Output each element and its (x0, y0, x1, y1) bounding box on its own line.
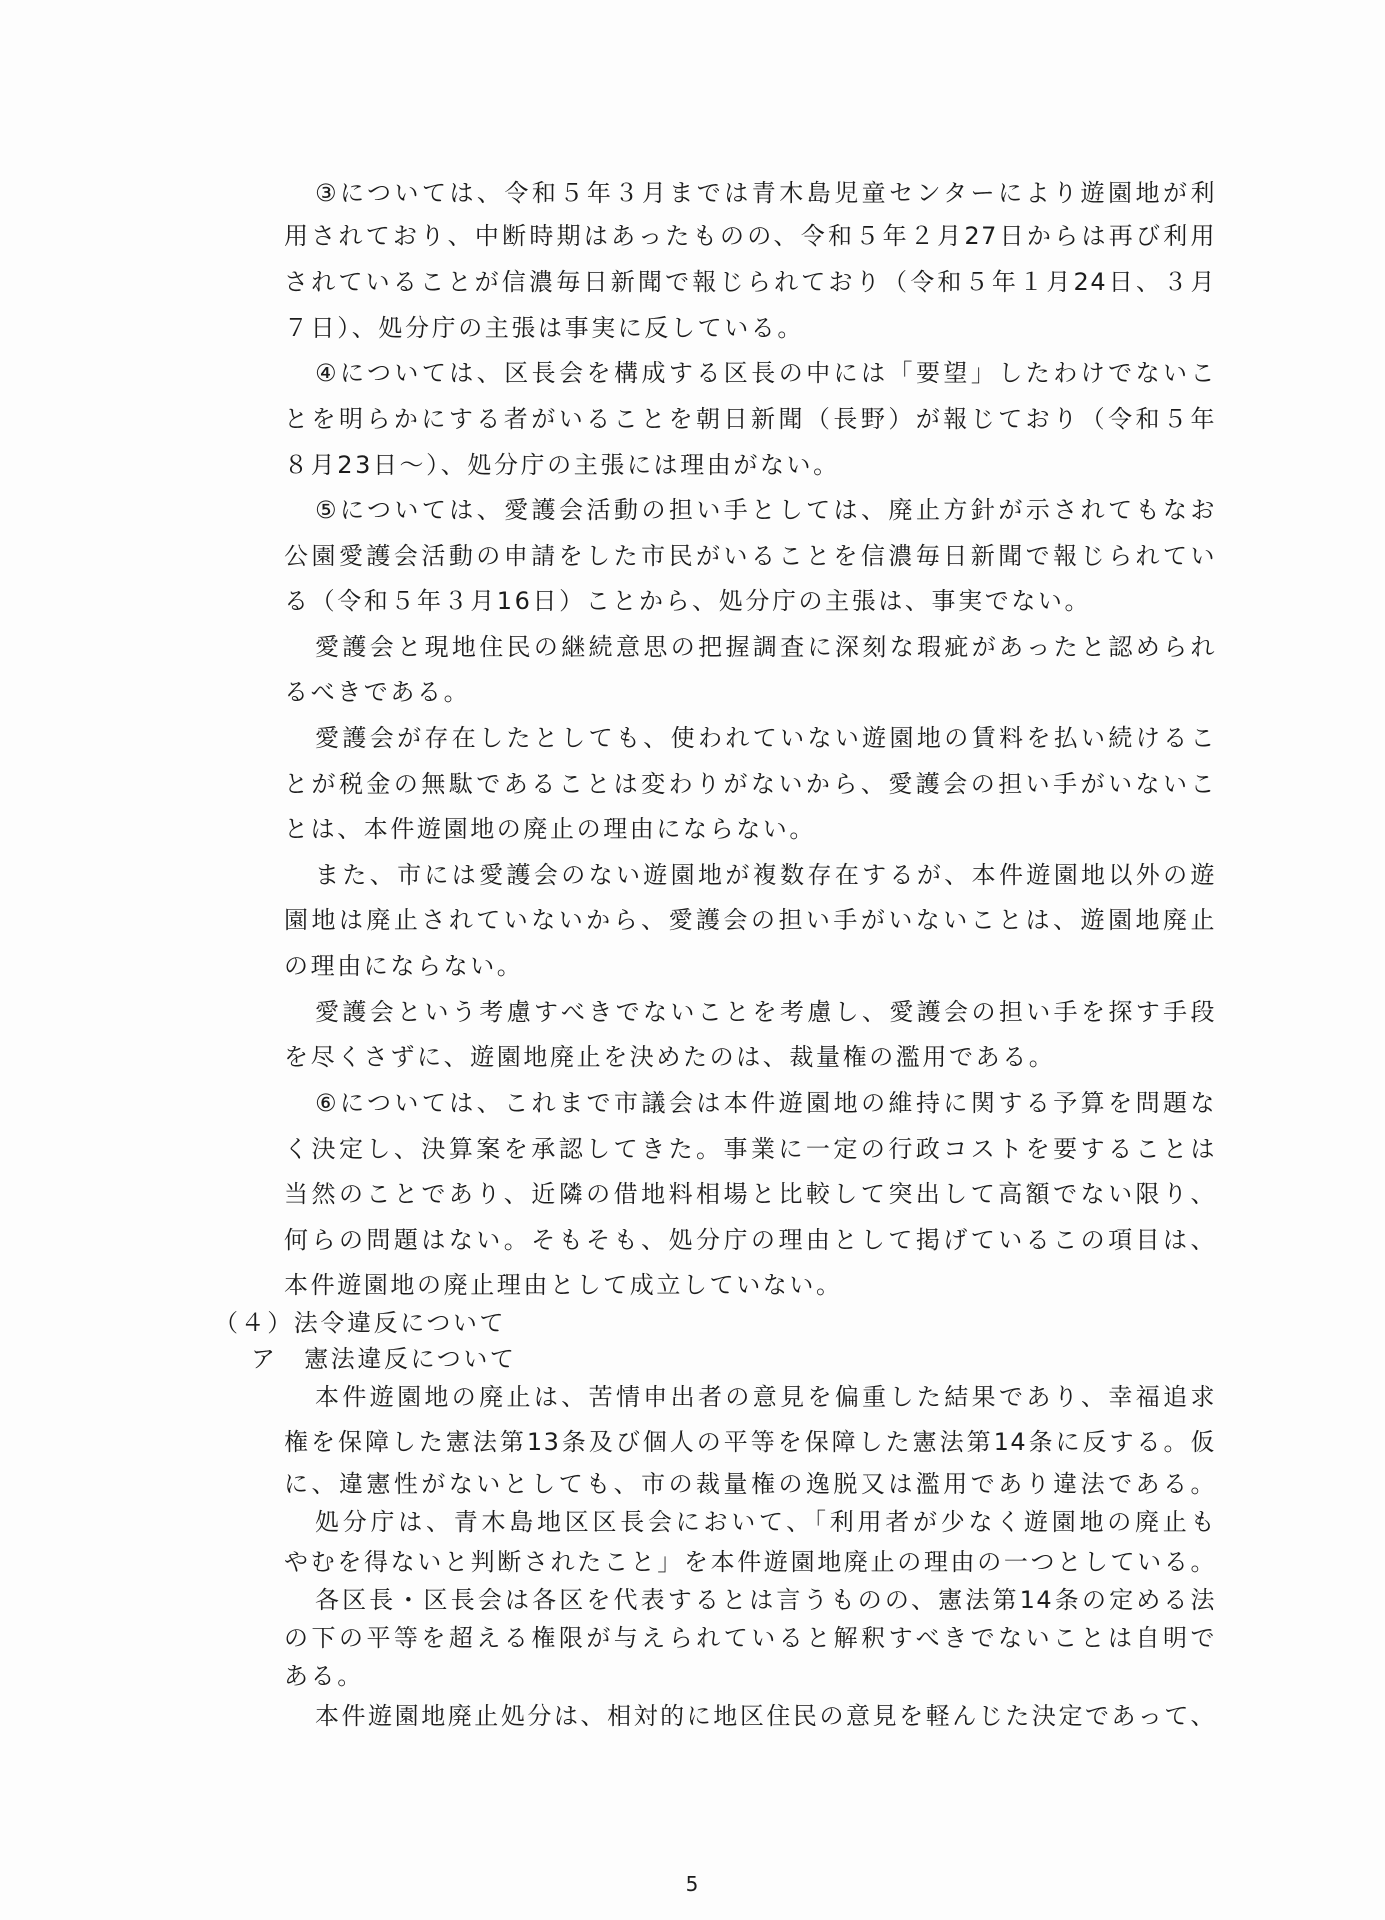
paragraph-line: ある。 (284, 1662, 364, 1690)
paragraph-line: 愛護会と現地住民の継続意思の把握調査に深刻な瑕疵があったと認められ (315, 633, 1216, 661)
paragraph-line: に、違憲性がないとしても、市の裁量権の逸脱又は濫用であり違法である。 (284, 1470, 1216, 1498)
paragraph-line: 各区長・区長会は各区を代表するとは言うものの、憲法第14条の定める法 (315, 1586, 1216, 1614)
paragraph-line: また、市には愛護会のない遊園地が複数存在するが、本件遊園地以外の遊 (315, 861, 1216, 889)
paragraph-line: ８月23日～）、処分庁の主張には理由がない。 (284, 451, 840, 479)
paragraph-line: 公園愛護会活動の申請をした市民がいることを信濃毎日新聞で報じられてい (284, 542, 1216, 570)
paragraph-line: ⑥については、これまで市議会は本件遊園地の維持に関する予算を問題な (315, 1089, 1216, 1117)
paragraph-line: 本件遊園地の廃止理由として成立していない。 (284, 1271, 843, 1299)
paragraph-line: 園地は廃止されていないから、愛護会の担い手がいないことは、遊園地廃止 (284, 906, 1216, 934)
paragraph-line: 本件遊園地の廃止は、苦情申出者の意見を偏重した結果であり、幸福追求 (315, 1383, 1216, 1411)
paragraph-line: ③については、令和５年３月までは青木島児童センターにより遊園地が利 (315, 179, 1216, 207)
page-number: 5 (685, 1872, 699, 1896)
paragraph-line: る（令和５年３月16日）ことから、処分庁の主張は、事実でない。 (284, 587, 1092, 615)
paragraph-line: ⑤については、愛護会活動の担い手としては、廃止方針が示されてもなお (315, 496, 1216, 524)
section-heading: （４）法令違反について (214, 1309, 507, 1337)
paragraph-line: 処分庁は、青木島地区区長会において、「利用者が少なく遊園地の廃止も (315, 1508, 1216, 1536)
paragraph-line: とが税金の無駄であることは変わりがないから、愛護会の担い手がいないこ (284, 770, 1216, 798)
paragraph-line: 本件遊園地廃止処分は、相対的に地区住民の意見を軽んじた決定であって、 (315, 1702, 1216, 1730)
paragraph-line: るべきである。 (284, 678, 471, 706)
subsection-heading: ア 憲法違反について (251, 1345, 517, 1373)
paragraph-line: を尽くさずに、遊園地廃止を決めたのは、裁量権の濫用である。 (284, 1043, 1056, 1071)
paragraph-line: く決定し、決算案を承認してきた。事業に一定の行政コストを要することは (284, 1135, 1216, 1163)
paragraph-line: の下の平等を超える権限が与えられていると解釈すべきでないことは自明で (284, 1624, 1216, 1652)
paragraph-line: とは、本件遊園地の廃止の理由にならない。 (284, 815, 816, 843)
paragraph-line: ④については、区長会を構成する区長の中には「要望」したわけでないこ (315, 359, 1216, 387)
paragraph-line: やむを得ないと判断されたこと」を本件遊園地廃止の理由の一つとしている。 (284, 1548, 1216, 1576)
paragraph-line: 愛護会という考慮すべきでないことを考慮し、愛護会の担い手を探す手段 (315, 998, 1216, 1026)
paragraph-line: 用されており、中断時期はあったものの、令和５年２月27日からは再び利用 (284, 222, 1216, 250)
paragraph-line: の理由にならない。 (284, 952, 524, 980)
paragraph-line: されていることが信濃毎日新聞で報じられており（令和５年１月24日、３月 (284, 268, 1216, 296)
paragraph-line: 愛護会が存在したとしても、使われていない遊園地の賃料を払い続けるこ (315, 724, 1216, 752)
paragraph-line: 当然のことであり、近隣の借地料相場と比較して突出して高額でない限り、 (284, 1180, 1216, 1208)
paragraph-line: 何らの問題はない。そもそも、処分庁の理由として掲げているこの項目は、 (284, 1226, 1216, 1254)
paragraph-line: 権を保障した憲法第13条及び個人の平等を保障した憲法第14条に反する。仮 (284, 1428, 1216, 1456)
paragraph-line: ７日）、処分庁の主張は事実に反している。 (284, 314, 804, 342)
paragraph-line: とを明らかにする者がいることを朝日新聞（長野）が報じており（令和５年 (284, 405, 1216, 433)
